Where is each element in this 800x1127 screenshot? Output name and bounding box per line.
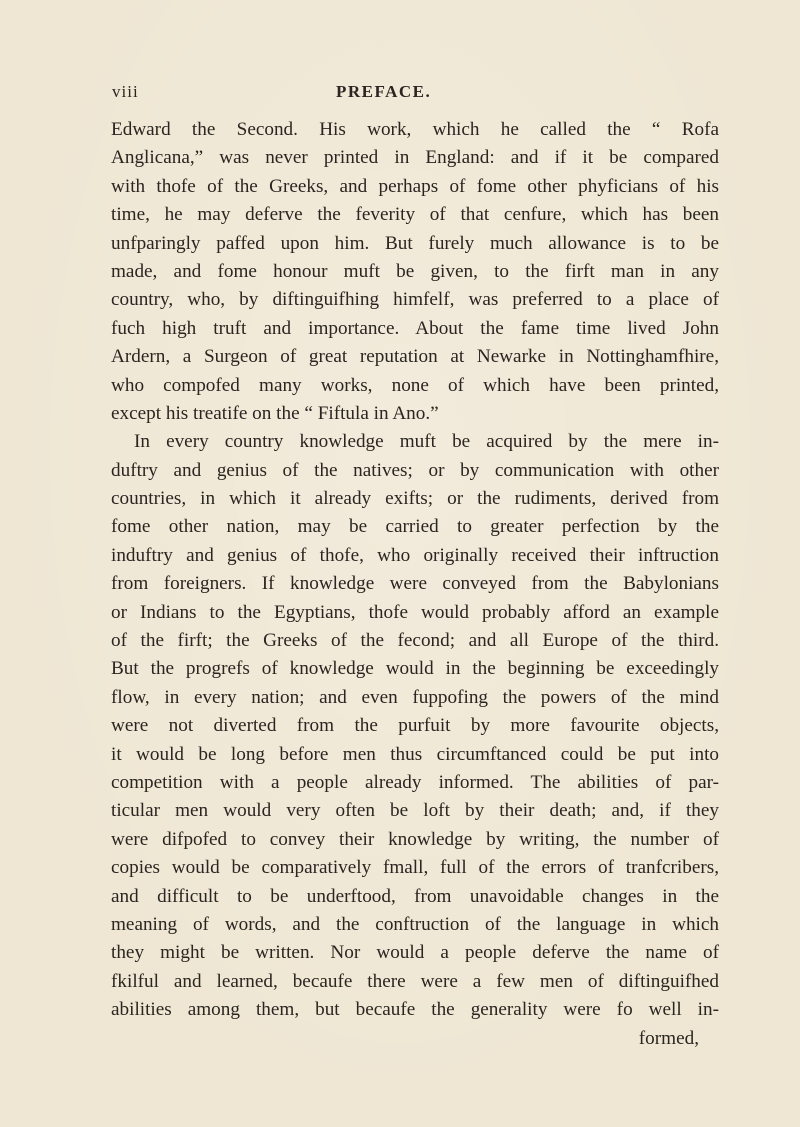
text-line: meaning of words, and the conftruction of the language in which [111,913,719,935]
catchword: formed, [638,1027,699,1049]
text-line: ticular men would very often be loft by their death; and, if they [111,800,719,822]
text-line: were not diverted from the purfuit by more favourite objects, [111,715,719,737]
text-line: fuch high truft and importance. About the fame time lived John [111,317,719,339]
text-line: But the progrefs of knowledge would in the beginning be exceedingly [111,658,719,680]
text-line: Ardern, a Surgeon of great reputation at Newarke in Nottinghamfhire, [111,346,719,368]
text-line: made, and fome honour muft be given, to the firft man in any [111,260,719,282]
text-line: fkilful and learned, becaufe there were a few men of diftinguifhed [111,970,719,992]
text-line: country, who, by diftinguifhing himfelf, was preferred to a place of [111,289,719,311]
text-line: from foreigners. If knowledge were conveyed from the Babylonians [111,573,719,595]
page-number: viii [112,82,139,101]
text-line: of the firft; the Greeks of the fecond; and all Europe of the third. [111,630,719,652]
text-line: it would be long before men thus circumftanced could be put into [111,743,719,765]
text-line: fome other nation, may be carried to greater perfection by the [111,516,719,538]
text-line: Anglicana,” was never printed in England: and if it be compared [111,147,719,169]
text-line: and difficult to be underftood, from unavoidable changes in the [111,885,719,907]
text-line: except his treatife on the “ Fiftula in Ano.” [111,402,439,424]
text-line: were difpofed to convey their knowledge by writing, the number of [111,828,719,850]
running-head: PREFACE. [336,82,432,101]
text-line: flow, in every nation; and even fuppofing the powers of the mind [111,686,719,708]
text-line: they might be written. Nor would a people deferve the name of [111,942,719,964]
text-line: duftry and genius of the natives; or by communication with other [111,459,719,481]
text-line: In every country knowledge muft be acquired by the mere in- [134,431,719,453]
text-line: competition with a people already informed. The abilities of par- [111,771,719,793]
text-line: time, he may deferve the feverity of that cenfure, which has been [111,204,719,226]
text-line: who compofed many works, none of which have been printed, [111,374,719,396]
text-line: unfparingly paffed upon him. But furely much allowance is to be [111,232,719,254]
text-line: or Indians to the Egyptians, thofe would probably afford an example [111,601,719,623]
text-line: induftry and genius of thofe, who originally received their inftruction [111,544,719,566]
text-line: countries, in which it already exifts; or the rudiments, derived from [111,488,719,510]
text-line: Edward the Second. His work, which he called the “ Rofa [111,119,719,140]
text-line: with thofe of the Greeks, and perhaps of fome other phyficians of his [111,175,719,197]
text-line: copies would be comparatively fmall, full of the errors of tranfcribers, [111,857,719,879]
text-line: abilities among them, but becaufe the generality were fo well in- [111,999,719,1021]
body-text [111,116,719,1053]
page-header [112,82,712,108]
